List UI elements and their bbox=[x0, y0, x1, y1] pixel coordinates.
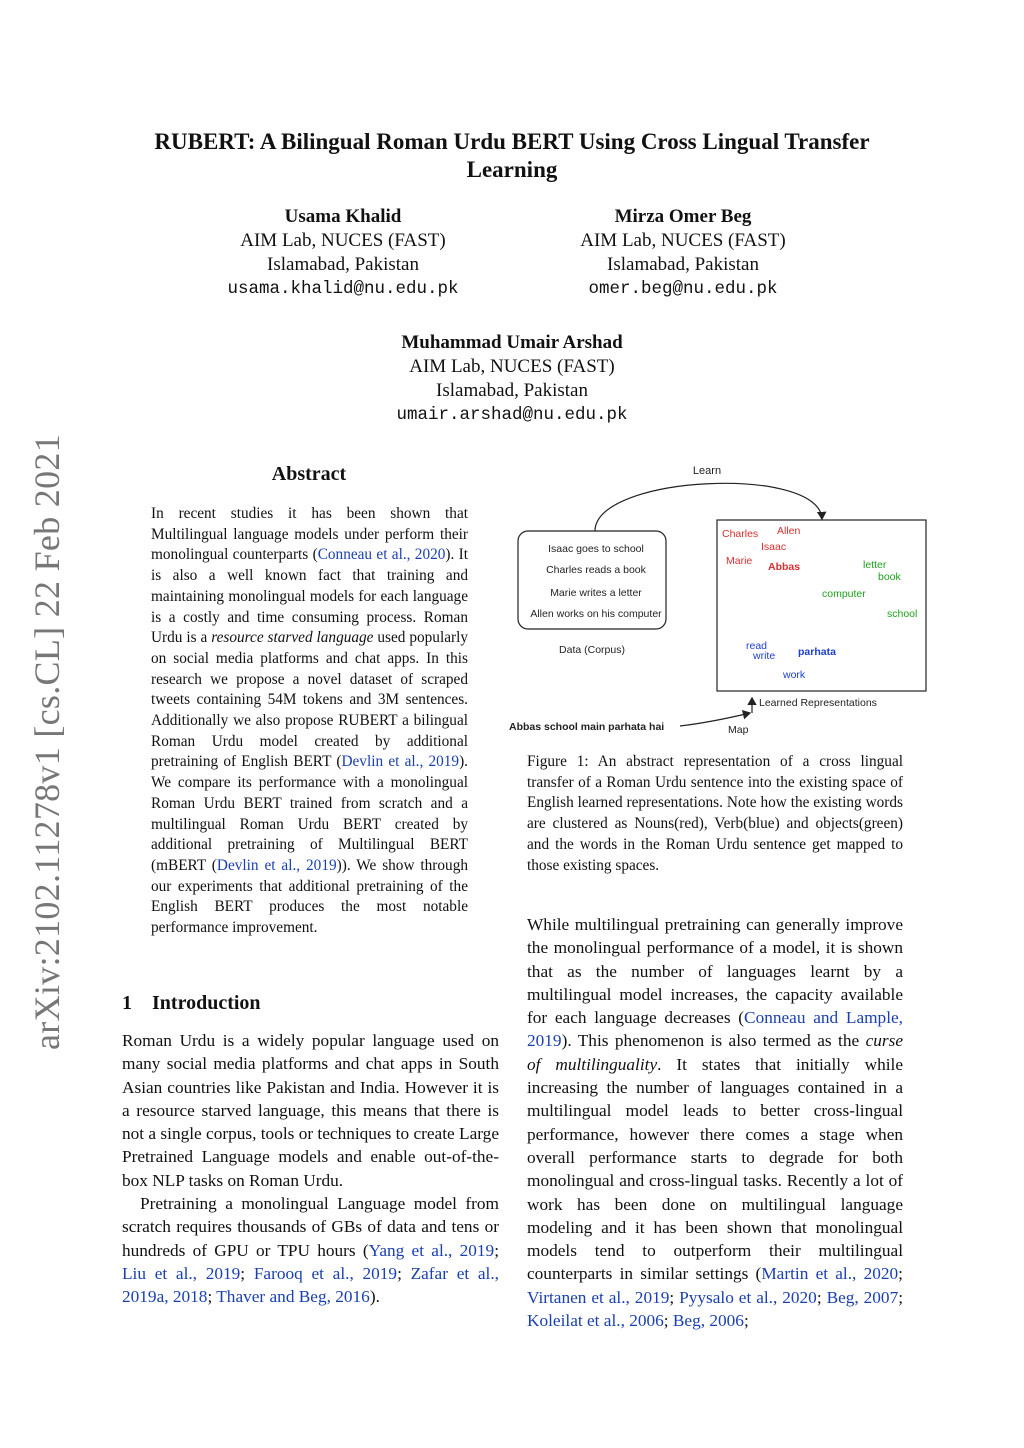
separator: ; bbox=[397, 1263, 411, 1283]
figure-1-diagram bbox=[500, 455, 940, 745]
paragraph bbox=[122, 1192, 499, 1308]
representation-space-box bbox=[717, 520, 926, 691]
corpus-sentence: Allen works on his computer bbox=[530, 608, 662, 620]
text-run: )). We show through our experiments that additional pretraining of the English BERT produces the most notable performance improvement. bbox=[151, 856, 468, 937]
text-run: . It states that initially while increasing the number of languages contained in a multilingual model leads to better cross-lingual performance, however there comes a stage when overall performance starts to degrade for both monolingual and cross-lingual tasks. Recently a lot of work has been done on multilingual language modeling and it has been shown that monolingual models tend to outperform their multilingual counterparts in similar settings ( bbox=[527, 1054, 904, 1284]
author-name: Usama Khalid bbox=[284, 206, 402, 227]
introduction-body bbox=[122, 1029, 499, 1309]
noun-word: Isaac bbox=[761, 541, 787, 553]
separator: ; bbox=[494, 1240, 499, 1260]
citation-link[interactable]: Liu et al., 2019 bbox=[122, 1263, 241, 1283]
citation-link[interactable]: Virtanen et al., 2019 bbox=[527, 1287, 670, 1307]
map-label: Map bbox=[728, 724, 749, 736]
citation-link[interactable]: Beg, 2006 bbox=[672, 1311, 744, 1331]
author-block bbox=[193, 205, 493, 301]
text-run: ). This phenomenon is also termed as the bbox=[561, 1031, 866, 1051]
right-column-body bbox=[527, 913, 903, 1332]
noun-word: Charles bbox=[722, 528, 759, 540]
author-location: Islamabad, Pakistan bbox=[607, 254, 759, 275]
author-block bbox=[362, 331, 662, 427]
object-word: book bbox=[878, 571, 901, 583]
abstract-heading: Abstract bbox=[271, 463, 347, 485]
section-number: 1 bbox=[122, 992, 132, 1014]
verb-word: read bbox=[746, 640, 768, 652]
author-email: omer.beg@nu.edu.pk bbox=[588, 279, 778, 299]
citation-link[interactable]: Conneau et al., 2020 bbox=[317, 546, 446, 564]
text-run: used popularly on social media platforms and chat apps. In this research we propose a novel dataset of scraped tweets containing 54M tokens and 3M sentences. Additionally we also propose RUBERT a bilingual Roman Urdu model created by additional pretraining of English BERT ( bbox=[151, 629, 468, 771]
paragraph bbox=[527, 913, 903, 1332]
verb-word: parhata bbox=[798, 646, 836, 658]
paragraph: Roman Urdu is a widely popular language used on many social media platforms and chat apps in South Asian countries like Pakistan and India. However it is a resource starved language, this means that there is not a single corpus, tools or techniques to create Large Pretrained Language models and enable out-of-the-box NLP tasks on Roman Urdu. bbox=[122, 1031, 499, 1190]
separator: ; bbox=[669, 1287, 680, 1307]
citation-link[interactable]: Martin et al., 2020 bbox=[761, 1264, 899, 1284]
verb-word: write bbox=[753, 650, 776, 662]
citation-link[interactable]: Koleilat et al., 2006 bbox=[527, 1311, 664, 1331]
object-word: school bbox=[887, 608, 918, 620]
author-name: Mirza Omer Beg bbox=[614, 206, 752, 227]
learn-label: Learn bbox=[692, 465, 722, 477]
author-affiliation: AIM Lab, NUCES (FAST) bbox=[240, 230, 446, 251]
author-affiliation: AIM Lab, NUCES (FAST) bbox=[580, 230, 786, 251]
corpus-sentence: Charles reads a book bbox=[546, 564, 646, 576]
citation-link[interactable]: Devlin et al., 2019 bbox=[341, 753, 460, 771]
author-name: Muhammad Umair Arshad bbox=[401, 332, 623, 353]
emphasis: resource starved language bbox=[211, 629, 374, 647]
verb-word: work bbox=[783, 669, 806, 681]
text-run: ). It is also a well known fact that training and maintaining monolingual models for each language is a costly and time consuming process. Roman Urdu is a bbox=[151, 546, 469, 647]
text-run: Pretraining a monolingual Language model from scratch requires thousands of GBs of data and tens or hundreds of GPU or TPU hours ( bbox=[122, 1194, 499, 1260]
separator: ; bbox=[898, 1287, 904, 1307]
learned-representations-label: Learned Representations bbox=[759, 697, 877, 709]
section-title: Introduction bbox=[152, 992, 261, 1014]
separator: ; bbox=[207, 1287, 217, 1307]
roman-urdu-sentence: Abbas school main parhata hai bbox=[509, 721, 665, 733]
noun-word: Abbas bbox=[768, 561, 801, 573]
corpus-sentence: Isaac goes to school bbox=[548, 543, 644, 555]
author-email: umair.arshad@nu.edu.pk bbox=[396, 405, 628, 425]
text-run: While multilingual pretraining can generally improve the monolingual performance of a model, it is shown that as the number of languages learnt by a multilingual model increases, the capacity available for each language decreases ( bbox=[527, 915, 903, 1028]
object-word: computer bbox=[822, 588, 866, 600]
citation-link[interactable]: Pyysalo et al., 2020 bbox=[679, 1287, 817, 1307]
text-run: ). bbox=[369, 1287, 380, 1307]
paper-title: RUBERT: A Bilingual Roman Urdu BERT Using Cross Lingual Transfer Learning bbox=[154, 129, 870, 182]
noun-word: Marie bbox=[726, 555, 753, 567]
text-run: ; bbox=[743, 1311, 749, 1331]
separator: ; bbox=[898, 1264, 903, 1284]
separator: ; bbox=[240, 1263, 254, 1283]
citation-link[interactable]: Conneau and Lample, 2019 bbox=[527, 1008, 903, 1051]
citation-link[interactable]: Yang et al., 2019 bbox=[368, 1240, 495, 1260]
separator: ; bbox=[663, 1311, 673, 1331]
author-location: Islamabad, Pakistan bbox=[436, 380, 588, 401]
text-run: ). We compare its performance with a monolingual Roman Urdu BERT trained from scratch and a multilingual Roman Urdu BERT created by additional pretraining of Multilingual BERT (mBERT ( bbox=[151, 753, 468, 874]
citation-link[interactable]: Beg, 2007 bbox=[826, 1287, 899, 1307]
author-email: usama.khalid@nu.edu.pk bbox=[227, 279, 459, 299]
author-affiliation: AIM Lab, NUCES (FAST) bbox=[409, 356, 615, 377]
object-word: letter bbox=[863, 559, 887, 571]
author-location: Islamabad, Pakistan bbox=[267, 254, 419, 275]
emphasis: curse of multilinguality bbox=[527, 1031, 903, 1074]
corpus-sentence: Marie writes a letter bbox=[550, 587, 642, 599]
corpus-label: Data (Corpus) bbox=[559, 644, 625, 656]
section-heading bbox=[122, 992, 261, 1015]
author-block bbox=[533, 205, 833, 301]
citation-link[interactable]: Zafar et al., 2019a, 2018 bbox=[122, 1263, 499, 1307]
text-run: In recent studies it has been shown that Multilingual language models under perform their monolingual counterparts ( bbox=[151, 505, 468, 564]
abstract-text bbox=[151, 504, 468, 939]
noun-word: Allen bbox=[777, 525, 801, 537]
citation-link[interactable]: Devlin et al., 2019 bbox=[216, 856, 337, 874]
citation-link[interactable]: Thaver and Beg, 2016 bbox=[216, 1287, 370, 1307]
citation-link[interactable]: Farooq et al., 2019 bbox=[253, 1263, 398, 1283]
figure-1-caption: Figure 1: An abstract representation of a cross lingual transfer of a Roman Urdu sentence into the existing space of English learned representations. Note how the existing words are clustered as Nouns(red), Verb(blue) and objects(green) and the words in the Roman Urdu sentence get mapped to those existing spaces. bbox=[527, 753, 903, 874]
separator: ; bbox=[816, 1287, 827, 1307]
arxiv-identifier: arXiv:2102.11278v1 [cs.CL] 22 Feb 2021 bbox=[27, 434, 67, 1050]
